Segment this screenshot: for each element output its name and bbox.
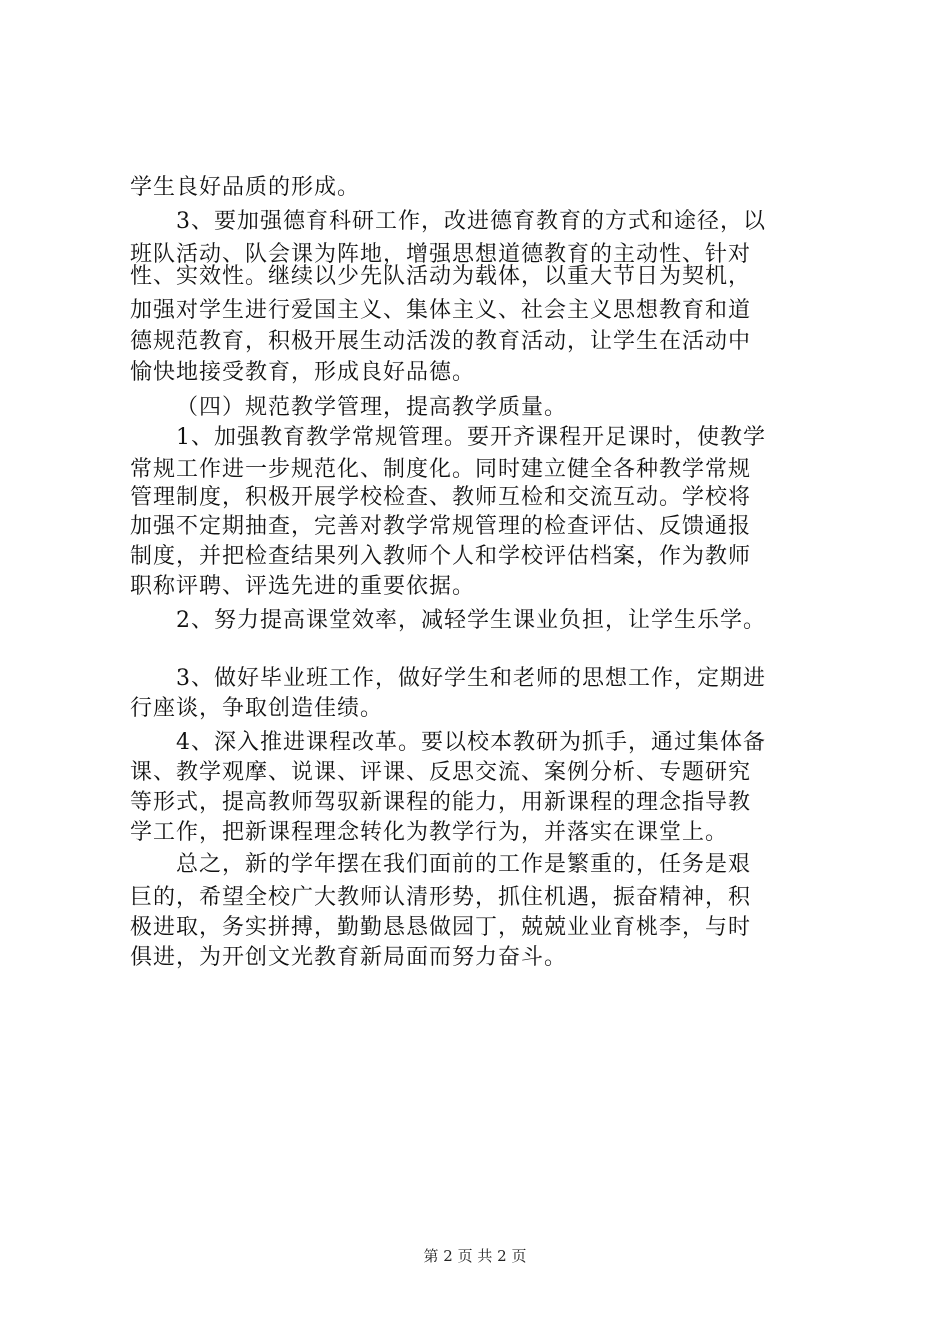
- text-line: 巨的，希望全校广大教师认清形势，抓住机遇，振奋精神，积: [130, 885, 752, 910]
- text-line: 加强不定期抽查，完善对教学常规管理的检查评估、反馈通报: [130, 514, 752, 539]
- section-heading: （四）规范教学管理，提高教学质量。: [176, 395, 568, 420]
- text-line: 职称评聘、评选先进的重要依据。: [130, 574, 476, 599]
- text-line: 性、实效性。继续以少先队活动为载体，以重大节日为契机，: [130, 264, 752, 289]
- text-line: 极进取，务实拼搏，勤勤恳恳做园丁，兢兢业业育桃李，与时: [130, 915, 752, 940]
- text-line: 管理制度，积极开展学校检查、教师互检和交流互动。学校将: [130, 485, 752, 510]
- text-line: 愉快地接受教育，形成良好品德。: [130, 360, 476, 385]
- text-line: 1、加强教育教学常规管理。要开齐课程开足课时，使教学: [176, 425, 766, 450]
- text-line: 俱进，为开创文光教育新局面而努力奋斗。: [130, 945, 568, 970]
- text-line: 课、教学观摩、说课、评课、反思交流、案例分析、专题研究: [130, 760, 752, 785]
- text-line: 3、做好毕业班工作，做好学生和老师的思想工作，定期进: [176, 666, 766, 691]
- text-line: 班队活动、队会课为阵地，增强思想道德教育的主动性、针对: [130, 242, 752, 267]
- text-line: 等形式，提高教师驾驭新课程的能力，用新课程的理念指导教: [130, 790, 752, 815]
- text-line: 2、努力提高课堂效率，减轻学生课业负担，让学生乐学。: [176, 608, 766, 633]
- text-line: 总之，新的学年摆在我们面前的工作是繁重的，任务是艰: [176, 852, 752, 877]
- text-line: 加强对学生进行爱国主义、集体主义、社会主义思想教育和道: [130, 298, 752, 323]
- text-line: 3、要加强德育科研工作，改进德育教育的方式和途径，以: [176, 209, 766, 234]
- page-number-footer: 第 2 页 共 2 页: [423, 1247, 527, 1265]
- text-line: 4、深入推进课程改革。要以校本教研为抓手，通过集体备: [176, 730, 766, 755]
- text-line: 常规工作进一步规范化、制度化。同时建立健全各种教学常规: [130, 457, 752, 482]
- text-line: 行座谈，争取创造佳绩。: [130, 696, 384, 721]
- text-line: 制度，并把检查结果列入教师个人和学校评估档案，作为教师: [130, 544, 752, 569]
- text-line: 学工作，把新课程理念转化为教学行为，并落实在课堂上。: [130, 820, 729, 845]
- text-line: 学生良好品质的形成。: [130, 175, 361, 200]
- text-line: 德规范教育，积极开展生动活泼的教育活动，让学生在活动中: [130, 329, 752, 354]
